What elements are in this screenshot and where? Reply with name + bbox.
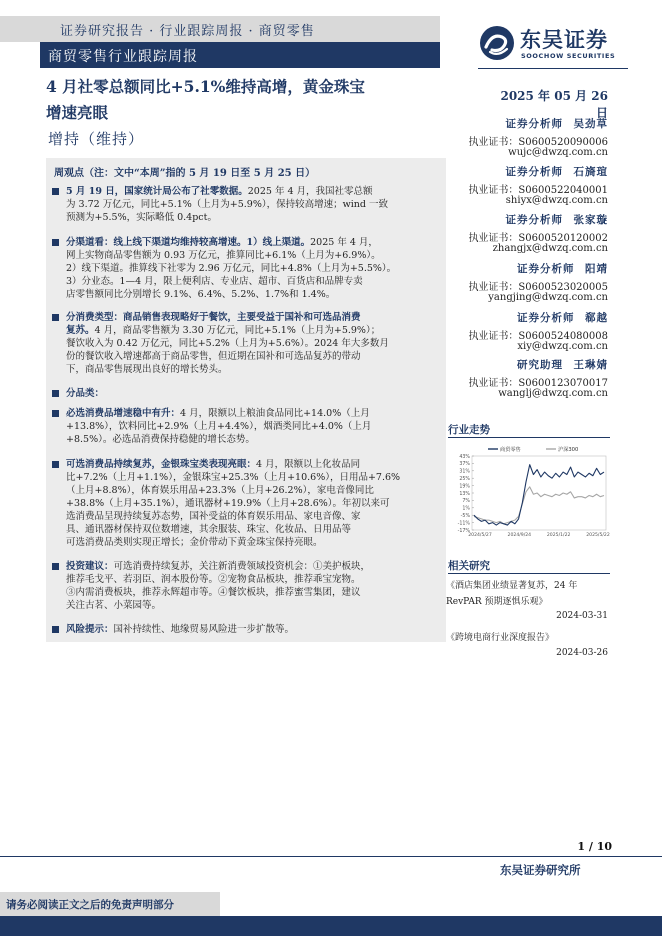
- bullet-line: 关注古茗、小菜园等。: [66, 600, 162, 611]
- bullet-heading: 5 月 19 日，国家统计局公布了社零数据。: [66, 186, 248, 197]
- bullet-heading: 分渠道看：线上线下渠道均维持较高增速。1）线上渠道。: [66, 237, 311, 248]
- y-tick-label: 31%: [459, 469, 470, 475]
- y-tick-label: 37%: [459, 462, 470, 468]
- bullet-text: [66, 387, 438, 400]
- bullet-line: 店零售额同比分别增长 9.1%、6.4%、5.2%、1.7%和 1.4%。: [66, 289, 336, 300]
- title-line: 4 月社零总额同比+5.1%维持高增，黄金珠宝: [46, 77, 365, 96]
- analyst-title: [506, 164, 609, 179]
- x-tick-label: 2024/9/24: [507, 533, 532, 538]
- analyst-cert: 执业证书：S0600123070017: [468, 378, 608, 389]
- related-divider: [448, 573, 610, 574]
- analyst-name: 阳靖: [585, 263, 608, 275]
- bullet-consumption-type: [52, 311, 438, 376]
- bullet-discretionary: [52, 458, 438, 549]
- series-line: [474, 487, 604, 524]
- analyst-title: [517, 261, 608, 276]
- bullet-line: 份的餐饮收入增速都高于商品零售，但近期在国补和可选品复苏的带动: [66, 351, 361, 362]
- disclaimer-strip: [0, 892, 220, 916]
- y-tick-label: 19%: [459, 484, 470, 490]
- bullet-line: 2025 年 4 月，我国社零总额: [247, 186, 373, 197]
- report-type-strip: [0, 16, 440, 42]
- analyst-email[interactable]: xiy@dwzq.com.cn: [517, 341, 608, 352]
- bullet-line: 4 月，限额以上粮油食品同比+14.0%（上月: [180, 408, 370, 419]
- analyst-cert: 执业证书：S0600522040001: [468, 185, 608, 196]
- bullet-text: [66, 311, 438, 376]
- analyst-email[interactable]: wanglj@dwzq.com.cn: [498, 388, 608, 399]
- bullet-line: +38.8%（上月+35.1%），通讯器材+19.9%（上月+28.6%）。年初以来可: [66, 498, 390, 509]
- company-logo: [478, 22, 628, 66]
- y-tick-label: 43%: [459, 454, 470, 460]
- related-item-title[interactable]: 《酒店集团业绩显著复苏，24 年: [446, 581, 578, 591]
- bullet-square-icon: [52, 188, 59, 195]
- trend-chart-svg: [448, 442, 610, 542]
- analyst-name: 张家璇: [573, 214, 608, 226]
- plot-frame: [472, 456, 606, 530]
- analyst-title: [506, 116, 609, 131]
- analyst-email[interactable]: zhangjx@dwzq.com.cn: [492, 243, 608, 254]
- bullet-line: 下，商品零售展现出良好的增长势头。: [66, 364, 228, 375]
- trend-title: 行业走势: [448, 424, 490, 436]
- logo-english: SOOCHOW SECURITIES: [521, 52, 616, 60]
- y-tick-label: -11%: [457, 521, 470, 527]
- weekly-view-intro: 周观点（注：文中“本周”指的 5 月 19 日至 5 月 25 日）: [54, 168, 316, 179]
- analyst-name: 石旖瑄: [573, 166, 608, 178]
- bullet-square-icon: [52, 314, 59, 321]
- title-line: 增速亮眼: [46, 103, 109, 122]
- bullet-investment-advice: [52, 560, 438, 612]
- bullet-square-icon: [52, 239, 59, 246]
- logo-name: 东吴证券: [520, 27, 608, 52]
- disclaimer[interactable]: 请务必阅读正文之后的免责声明部分: [6, 899, 174, 911]
- related-title: 相关研究: [448, 560, 490, 572]
- y-tick-label: -5%: [460, 514, 470, 519]
- bullet-retail-data: [52, 185, 438, 224]
- y-tick-label: 1%: [462, 506, 470, 512]
- related-item-date: 2024-03-26: [556, 648, 608, 658]
- x-tick-label: 2025/1/22: [546, 533, 571, 538]
- bullet-line: 具、通讯器材保持双位数增速，其余服装、珠宝、化妆品、日用品等: [66, 524, 352, 535]
- bullet-square-icon: [52, 563, 59, 570]
- analyst-title: [517, 310, 608, 325]
- bullet-heading: 分消费类型：商品销售表现略好于餐饮，主要受益于国补和可选品消费: [66, 312, 361, 323]
- analyst-cert: 执业证书：S0600523020005: [468, 282, 608, 293]
- analyst-name: 郗越: [585, 312, 608, 324]
- rating: 增持（维持）: [48, 130, 145, 148]
- bullet-line: 4 月，商品零售额为 3.30 万亿元，同比+5.1%（上月为+5.9%）；: [94, 325, 381, 336]
- bullet-channel: [52, 236, 438, 301]
- analyst-role: 研究助理: [517, 359, 563, 371]
- bullet-line: 预测为+5.5%，实际略低 0.4pct。: [66, 212, 217, 223]
- bullet-heading: 必选消费品增速稳中有升：: [66, 408, 181, 419]
- bullet-line: 推荐毛戈平、若羽臣、润本股份等。②宠物食品板块，推荐乖宝宠物。: [66, 574, 361, 585]
- analyst-title: [517, 357, 608, 372]
- bullet-square-icon: [52, 410, 59, 417]
- bullet-risk: [52, 623, 438, 636]
- bullet-line: 国补持续性、地缘贸易风险进一步扩散等。: [113, 624, 295, 635]
- bullet-line: +13.8%），饮料同比+2.9%（上月+4.4%），烟酒类同比+4.0%（上月: [66, 421, 372, 432]
- bullet-heading: 分品类：: [66, 388, 105, 399]
- bullet-square-icon: [52, 390, 59, 397]
- report-title: [46, 74, 446, 126]
- related-item-title[interactable]: RevPAR 预期逐惧乐观》: [446, 597, 548, 607]
- report-type: 证券研究报告 · 行业跟踪周报 · 商贸零售: [60, 24, 315, 39]
- analyst-email[interactable]: shiyx@dwzq.com.cn: [505, 195, 608, 206]
- logo-divider: [478, 68, 628, 69]
- analyst-email[interactable]: wujc@dwzq.com.cn: [508, 147, 608, 158]
- bottom-bar: [0, 916, 662, 936]
- analyst-email[interactable]: yangjing@dwzq.com.cn: [488, 292, 608, 303]
- legend-label: 商贸零售: [500, 447, 521, 453]
- analyst-cert: 执业证书：S0600524080008: [468, 331, 608, 342]
- x-tick-label: 2024/5/27: [468, 533, 492, 538]
- trend-chart: [448, 442, 610, 542]
- bullet-essentials: [52, 407, 438, 446]
- bullet-line: 网上实物商品零售额为 0.93 万亿元，推算同比+6.1%（上月为+6.9%）。: [66, 250, 381, 261]
- analyst-cert: 执业证书：S0600520120002: [468, 233, 608, 244]
- bullet-text: [66, 407, 438, 446]
- bullet-line: 为 3.72 万亿元，同比+5.1%（上月为+5.9%），保持较高增速；wind 一致: [66, 199, 389, 210]
- bullet-text: [66, 623, 438, 636]
- analyst-role: 证券分析师: [505, 166, 563, 178]
- footer-divider: [0, 856, 662, 857]
- y-tick-label: 7%: [462, 499, 470, 505]
- x-tick-label: 2025/5/22: [586, 533, 610, 538]
- logo-mark-icon: [478, 24, 516, 62]
- analyst-name: 王琳婧: [573, 359, 608, 371]
- bullet-heading: 可选消费品持续复苏，金银珠宝类表现亮眼：: [66, 459, 257, 470]
- legend-label: 沪深300: [558, 447, 579, 453]
- analyst-name: 吴劲草: [573, 118, 608, 130]
- bullet-line: 比+7.2%（上月+1.1%），金银珠宝+25.3%（上月+10.6%），日用品+7.6%: [66, 472, 401, 483]
- analyst-title: [506, 212, 609, 227]
- bullet-line: （上月+8.8%），体育娱乐用品+23.3%（上月+26.2%），家电音像同比: [66, 485, 374, 496]
- bullet-text: [66, 185, 438, 224]
- bullet-line: 选消费品呈现持续复苏态势，国补受益的体育娱乐用品、家电音像、家: [66, 511, 361, 522]
- y-tick-label: -17%: [457, 528, 470, 534]
- bullet-heading: 投资建议：: [66, 561, 114, 572]
- analyst-role: 证券分析师: [517, 263, 575, 275]
- report-date: 2025 年 05 月 26 日: [500, 89, 608, 120]
- page-number: 1 / 10: [577, 840, 612, 853]
- bullet-square-icon: [52, 461, 59, 468]
- y-tick-label: 25%: [459, 477, 470, 482]
- section-bar: [40, 42, 440, 68]
- bullet-line: 4 月，限额以上化妆品同: [256, 459, 361, 470]
- bullet-heading: 风险提示：: [66, 624, 114, 635]
- analyst-role: 证券分析师: [517, 312, 575, 324]
- analyst-role: 证券分析师: [505, 118, 563, 130]
- related-item-title[interactable]: 《跨境电商行业深度报告》: [446, 633, 555, 643]
- bullet-line: 2025 年 4 月，: [310, 237, 378, 248]
- bullet-square-icon: [52, 626, 59, 633]
- analyst-role: 证券分析师: [505, 214, 563, 226]
- institute-name: 东吴证券研究所: [500, 863, 581, 877]
- bullet-line: 3）分业态。1—4 月，限上便利店、专业店、超市、百货店和品牌专卖: [66, 276, 363, 287]
- related-item-date: 2024-03-31: [556, 611, 608, 621]
- y-tick-label: 13%: [459, 491, 470, 497]
- bullet-line: 可选消费品类则实现正增长；金价带动下黄金珠宝保持亮眼。: [66, 537, 323, 548]
- bullet-line: 餐饮收入为 0.42 万亿元，同比+5.2%（上月为+5.6%）。2024 年大多数月: [66, 338, 389, 349]
- bullet-line: +8.5%）。必选品消费保持稳健的增长态势。: [66, 434, 255, 445]
- bullet-line: 2）线下渠道。推算线下社零为 2.96 万亿元，同比+4.8%（上月为+5.5%）。: [66, 263, 397, 274]
- bullet-text: [66, 236, 438, 301]
- bullet-line: 可选消费持续复苏，关注新消费领域投资机会：①美护板块，: [113, 561, 371, 572]
- bullet-line: ③内需消费板块，推荐永辉超市等。④餐饮板块，推荐蜜雪集团，建议: [66, 587, 361, 598]
- bullet-text: [66, 560, 438, 612]
- section-title: 商贸零售行业跟踪周报: [48, 49, 198, 65]
- bullet-text: [66, 458, 438, 549]
- analyst-cert: 执业证书：S0600520090006: [468, 137, 608, 148]
- bullet-category: [52, 387, 438, 400]
- trend-divider: [448, 437, 610, 438]
- bullet-heading: 复苏。: [66, 325, 95, 336]
